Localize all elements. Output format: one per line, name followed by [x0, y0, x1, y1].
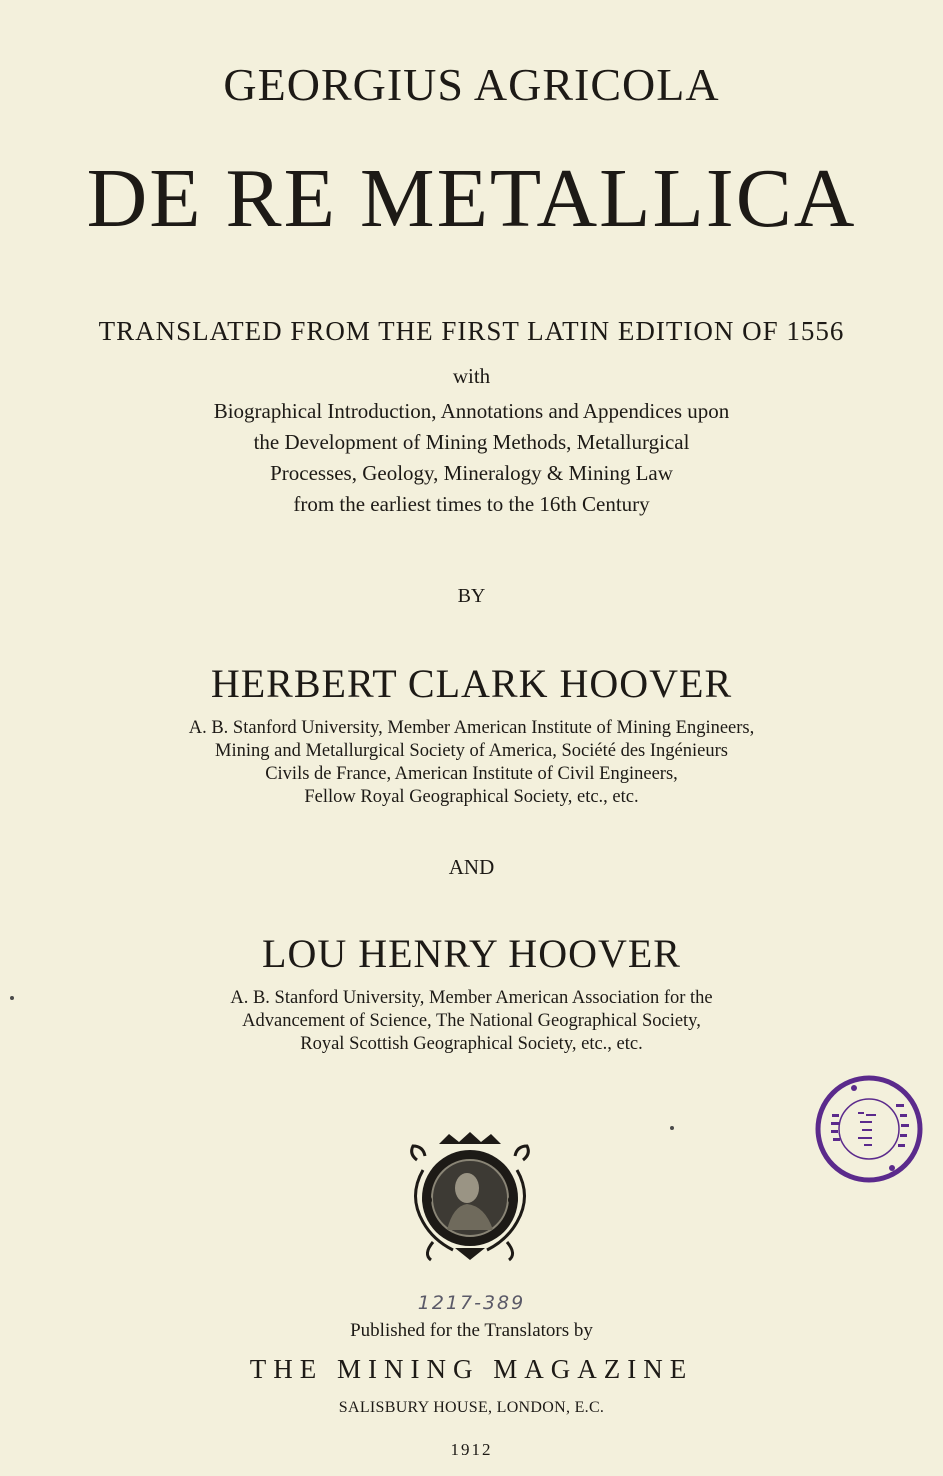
translator-credentials-herbert — [0, 717, 943, 809]
description — [0, 396, 943, 520]
original-author: GEORGIUS AGRICOLA — [223, 59, 720, 110]
credentials-line: A. B. Stanford University, Member American Institute of Mining Engineers, — [188, 718, 755, 738]
credentials-line: Civils de France, American Institute of Civil Engineers, — [265, 764, 678, 784]
translator-credentials-lou — [0, 987, 943, 1056]
and-label: AND — [448, 855, 495, 879]
credentials-line: Advancement of Science, The National Geographical Society, — [242, 1011, 701, 1031]
credentials-line: A. B. Stanford University, Member American Association for the — [230, 988, 713, 1008]
credentials-line: Royal Scottish Geographical Society, etc., etc. — [300, 1034, 643, 1054]
publication-year: 1912 — [450, 1440, 493, 1459]
publisher-name: THE MINING MAGAZINE — [249, 1354, 694, 1384]
description-line: Processes, Geology, Mineralogy & Mining Law — [270, 461, 673, 485]
published-for: Published for the Translators by — [350, 1320, 593, 1341]
paper-speck — [670, 1126, 674, 1130]
with-label: with — [452, 364, 491, 388]
paper-speck — [10, 996, 14, 1000]
description-line: the Development of Mining Methods, Metallurgical — [253, 430, 690, 454]
translator-name-herbert: HERBERT CLARK HOOVER — [210, 661, 733, 706]
credentials-line: Mining and Metallurgical Society of America, Société des Ingénieurs — [215, 741, 728, 761]
description-line: Biographical Introduction, Annotations and Appendices upon — [213, 399, 730, 423]
description-line: from the earliest times to the 16th Century — [293, 492, 650, 516]
library-stamp-icon — [814, 1074, 924, 1184]
subtitle: TRANSLATED FROM THE FIRST LATIN EDITION OF 1556 — [98, 316, 845, 346]
shelf-mark: 1217-389 — [417, 1292, 526, 1314]
publisher-address: SALISBURY HOUSE, LONDON, E.C. — [338, 1399, 605, 1416]
by-label: BY — [457, 585, 486, 607]
translator-name-lou: LOU HENRY HOOVER — [262, 931, 681, 976]
printers-emblem-icon — [403, 1130, 537, 1262]
book-title: DE RE METALLICA — [86, 152, 857, 245]
credentials-line: Fellow Royal Geographical Society, etc., etc. — [304, 787, 639, 807]
